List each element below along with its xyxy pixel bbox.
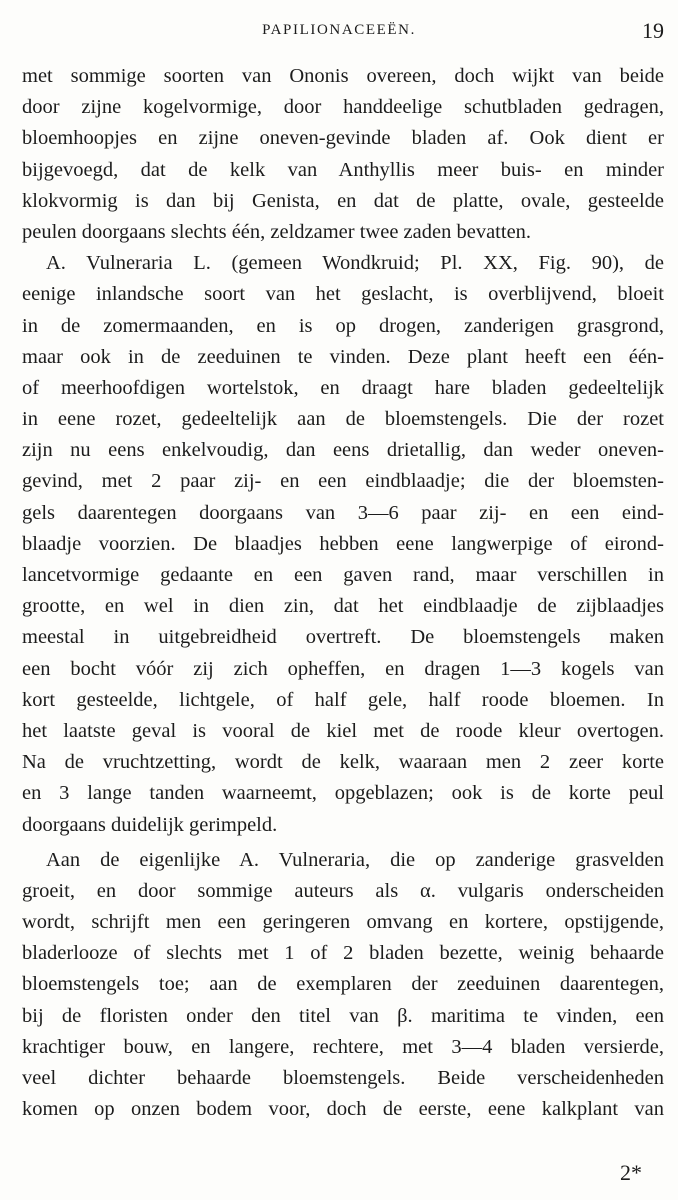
text-line: in eene rozet, gedeeltelijk aan de bloemstengels. Die der rozet bbox=[22, 408, 664, 431]
paragraph bbox=[22, 248, 664, 841]
text-line: het laatste geval is vooral de kiel met de roode kleur overtogen. bbox=[22, 719, 664, 742]
text-line: of meerhoofdigen wortelstok, en draagt hare bladen gedeeltelijk bbox=[22, 376, 664, 399]
text-line: klokvormig is dan bij Genista, en dat de platte, ovale, gesteelde bbox=[22, 189, 664, 212]
text-line: lancetvormige gedaante en een gaven rand, maar verschillen in bbox=[22, 564, 664, 586]
text-line: bloemhoopjes en zijne oneven-gevinde bladen af. Ook dient er bbox=[22, 127, 664, 150]
body-text bbox=[22, 61, 664, 1125]
text-line: Na de vruchtzetting, wordt de kelk, waaraan men 2 zeer korte bbox=[22, 751, 664, 774]
text-line: peulen doorgaans slechts één, zeldzamer twee zaden bevatten. bbox=[22, 220, 532, 243]
page-number: 19 bbox=[642, 18, 664, 43]
text-line: gels daarentegen doorgaans van 3—6 paar zij- en een eind- bbox=[22, 501, 664, 524]
text-line: gevind, met 2 paar zij- en een eindblaadje; die der bloemsten- bbox=[22, 470, 664, 493]
paragraph bbox=[22, 61, 664, 248]
text-line: Aan de eigenlijke A. Vulneraria, die op zanderige grasvelden bbox=[46, 848, 664, 871]
text-line: veel dichter behaarde bloemstengels. Beide verscheidenheden bbox=[22, 1067, 664, 1089]
paragraph bbox=[22, 845, 664, 1126]
text-line: in de zomermaanden, en is op drogen, zanderigen grasgrond, bbox=[22, 314, 664, 337]
text-line: door zijne kogelvormige, door handdeelige schutbladen gedragen, bbox=[22, 96, 664, 119]
text-line: kort gesteelde, lichtgele, of half gele, half roode bloemen. In bbox=[22, 688, 664, 711]
text-line: eenige inlandsche soort van het geslacht, is overblijvend, bloeit bbox=[22, 283, 664, 306]
text-line: A. Vulneraria L. (gemeen Wondkruid; Pl. XX, Fig. 90), de bbox=[46, 252, 664, 275]
text-line: grootte, en wel in dien zin, dat het eindblaadje de zijblaadjes bbox=[22, 595, 664, 618]
text-line: bladerlooze of slechts met 1 of 2 bladen bezette, weinig behaarde bbox=[22, 942, 664, 965]
text-line: met sommige soorten van Ononis overeen, doch wijkt van beide bbox=[22, 65, 664, 87]
text-line: maar ook in de zeeduinen te vinden. Deze plant heeft een één- bbox=[22, 345, 664, 368]
text-line: komen op onzen bodem voor, doch de eerste, eene kalkplant van bbox=[22, 1098, 664, 1121]
signature-mark: 2* bbox=[620, 1160, 642, 1185]
text-line: groeit, en door sommige auteurs als α. vulgaris onderscheiden bbox=[22, 879, 664, 902]
text-line: meestal in uitgebreidheid overtreft. De bloemstengels maken bbox=[22, 626, 664, 649]
text-line: doorgaans duidelijk gerimpeld. bbox=[22, 813, 278, 836]
text-line: bijgevoegd, dat de kelk van Anthyllis meer buis- en minder bbox=[22, 158, 664, 181]
text-line: wordt, schrijft men een geringeren omvang en kortere, opstijgende, bbox=[22, 911, 664, 934]
text-line: zijn nu eens enkelvoudig, dan eens drietallig, dan weder oneven- bbox=[22, 439, 664, 462]
text-line: bij de floristen onder den titel van β. maritima te vinden, een bbox=[22, 1004, 664, 1027]
text-line: blaadje voorzien. De blaadjes hebben eene langwerpige of eirond- bbox=[22, 532, 664, 555]
text-line: en 3 lange tanden waarneemt, opgeblazen; ook is de korte peul bbox=[22, 782, 664, 805]
text-line: krachtiger bouw, en langere, rechtere, met 3—4 bladen versierde, bbox=[22, 1035, 664, 1058]
text-line: een bocht vóór zij zich opheffen, en dragen 1—3 kogels van bbox=[22, 657, 664, 680]
running-head: PAPILIONACEEËN. bbox=[262, 22, 416, 38]
text-line: bloemstengels toe; aan de exemplaren der zeeduinen daarentegen, bbox=[22, 973, 664, 996]
page-header bbox=[0, 18, 678, 46]
